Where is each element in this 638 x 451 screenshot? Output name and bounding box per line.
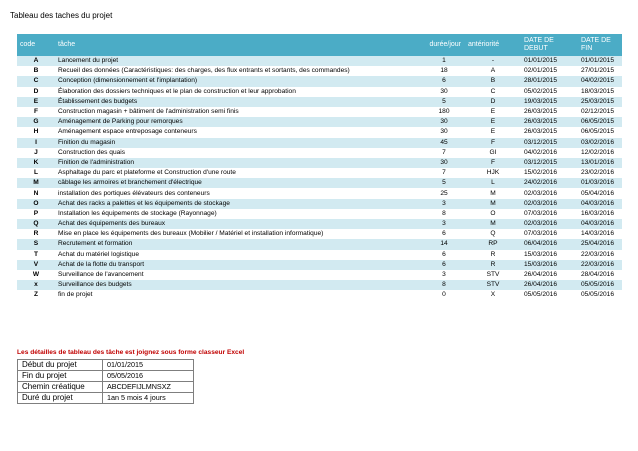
cell-duration: 3 (423, 270, 465, 280)
cell-date-fin: 05/04/2016 (578, 188, 622, 198)
table-row (17, 66, 622, 76)
cell-date-debut: 28/01/2015 (521, 76, 578, 86)
cell-anteriorite: M (465, 188, 521, 198)
cell-date-fin: 18/03/2015 (578, 87, 622, 97)
cell-anteriorite: RP (465, 239, 521, 249)
table-row (17, 229, 622, 239)
table-header-row (17, 34, 622, 56)
cell-duration: 18 (423, 66, 465, 76)
table-row (17, 117, 622, 127)
cell-duration: 7 (423, 148, 465, 158)
cell-date-fin: 25/03/2015 (578, 97, 622, 107)
header-anteriorite: antériorité (465, 34, 521, 56)
cell-duration: 30 (423, 87, 465, 97)
cell-task: Mise en place les équipements des bureaux (Mobilier / Matériel et installation informatique) (55, 229, 423, 239)
cell-task: Finition de l'administration (55, 158, 423, 168)
cell-code: E (17, 97, 55, 107)
summary-row (18, 371, 194, 382)
cell-task: Aménagement de Parking pour remorques (55, 117, 423, 127)
table-row (17, 76, 622, 86)
table-row (17, 148, 622, 158)
cell-duration: 45 (423, 138, 465, 148)
cell-anteriorite: B (465, 76, 521, 86)
cell-code: B (17, 66, 55, 76)
table-row (17, 127, 622, 137)
cell-code: N (17, 188, 55, 198)
cell-duration: 6 (423, 229, 465, 239)
cell-code: V (17, 260, 55, 270)
cell-date-fin: 22/03/2016 (578, 250, 622, 260)
cell-anteriorite: HJK (465, 168, 521, 178)
cell-code: T (17, 250, 55, 260)
cell-anteriorite: F (465, 158, 521, 168)
cell-task: Construction des quais (55, 148, 423, 158)
header-tache: tâche (55, 34, 423, 56)
cell-task: Surveillance des budgets (55, 280, 423, 290)
cell-code: J (17, 148, 55, 158)
cell-duration: 6 (423, 260, 465, 270)
summary-row (18, 382, 194, 393)
tasks-table-container (17, 34, 622, 301)
cell-duration: 180 (423, 107, 465, 117)
cell-date-fin: 06/05/2015 (578, 127, 622, 137)
cell-anteriorite: C (465, 87, 521, 97)
cell-duration: 7 (423, 168, 465, 178)
cell-date-fin: 03/02/2016 (578, 138, 622, 148)
cell-anteriorite: R (465, 250, 521, 260)
cell-date-debut: 07/03/2016 (521, 209, 578, 219)
cell-date-fin: 04/02/2015 (578, 76, 622, 86)
cell-date-fin: 12/02/2016 (578, 148, 622, 158)
cell-anteriorite: L (465, 178, 521, 188)
table-row (17, 87, 622, 97)
cell-date-debut: 02/01/2015 (521, 66, 578, 76)
cell-anteriorite: GI (465, 148, 521, 158)
table-row (17, 209, 622, 219)
cell-date-fin: 25/04/2016 (578, 239, 622, 249)
cell-anteriorite: M (465, 199, 521, 209)
cell-date-fin: 01/03/2016 (578, 178, 622, 188)
table-row (17, 107, 622, 117)
cell-anteriorite: STV (465, 280, 521, 290)
cell-date-fin: 23/02/2016 (578, 168, 622, 178)
cell-task: Recueil des données (Caractéristiques: des charges, des flux entrants et sortants, des commandes) (55, 66, 423, 76)
cell-date-debut: 26/04/2016 (521, 270, 578, 280)
cell-duration: 6 (423, 76, 465, 86)
cell-date-debut: 05/05/2016 (521, 290, 578, 300)
cell-task: Établissement des budgets (55, 97, 423, 107)
cell-date-debut: 01/01/2015 (521, 56, 578, 66)
cell-duration: 8 (423, 280, 465, 290)
header-duree: durée/jour (423, 34, 465, 56)
cell-date-debut: 02/03/2016 (521, 219, 578, 229)
cell-date-debut: 03/12/2015 (521, 158, 578, 168)
cell-task: Surveillance de l'avancement (55, 270, 423, 280)
cell-date-fin: 04/03/2016 (578, 219, 622, 229)
header-code: code (17, 34, 55, 56)
summary-table (17, 359, 194, 404)
cell-anteriorite: R (465, 260, 521, 270)
table-row (17, 270, 622, 280)
cell-date-debut: 03/12/2015 (521, 138, 578, 148)
cell-code: S (17, 239, 55, 249)
cell-code: R (17, 229, 55, 239)
cell-code: K (17, 158, 55, 168)
cell-code: Z (17, 290, 55, 300)
cell-duration: 25 (423, 188, 465, 198)
cell-task: Recrutement et formation (55, 239, 423, 249)
cell-anteriorite: D (465, 97, 521, 107)
cell-anteriorite: Q (465, 229, 521, 239)
table-row (17, 199, 622, 209)
cell-code: W (17, 270, 55, 280)
summary-value: 05/05/2016 (103, 371, 194, 382)
cell-task: Achat des équipements des bureaux (55, 219, 423, 229)
table-row (17, 56, 622, 66)
cell-date-debut: 02/03/2016 (521, 188, 578, 198)
cell-task: Lancement du projet (55, 56, 423, 66)
cell-anteriorite: O (465, 209, 521, 219)
cell-anteriorite: M (465, 219, 521, 229)
table-row (17, 219, 622, 229)
table-row (17, 188, 622, 198)
cell-date-debut: 26/04/2016 (521, 280, 578, 290)
cell-anteriorite: X (465, 290, 521, 300)
cell-code: D (17, 87, 55, 97)
cell-code: x (17, 280, 55, 290)
table-row (17, 138, 622, 148)
cell-task: câblage les armoires et branchement d'électrique (55, 178, 423, 188)
excel-note: Les détailles de tableau des tâche est joignez sous forme classeur Excel (17, 349, 245, 356)
cell-duration: 14 (423, 239, 465, 249)
summary-label: Chemin créatique (18, 382, 103, 393)
cell-duration: 6 (423, 250, 465, 260)
cell-anteriorite: F (465, 138, 521, 148)
cell-task: Conception (dimensionnement et l'implantation) (55, 76, 423, 86)
cell-date-fin: 13/01/2016 (578, 158, 622, 168)
table-row (17, 250, 622, 260)
cell-date-debut: 06/04/2016 (521, 239, 578, 249)
cell-task: Achat du matériel logistique (55, 250, 423, 260)
cell-code: Q (17, 219, 55, 229)
cell-date-fin: 16/03/2016 (578, 209, 622, 219)
cell-duration: 3 (423, 199, 465, 209)
cell-date-fin: 14/03/2016 (578, 229, 622, 239)
cell-date-debut: 05/02/2015 (521, 87, 578, 97)
summary-row (18, 360, 194, 371)
cell-code: G (17, 117, 55, 127)
cell-anteriorite: A (465, 66, 521, 76)
cell-code: F (17, 107, 55, 117)
summary-row (18, 393, 194, 404)
table-row (17, 239, 622, 249)
cell-date-fin: 22/03/2016 (578, 260, 622, 270)
cell-task: installation des portiques élévateurs des conteneurs (55, 188, 423, 198)
tasks-table (17, 34, 622, 301)
cell-duration: 30 (423, 127, 465, 137)
cell-duration: 30 (423, 158, 465, 168)
table-row (17, 280, 622, 290)
cell-date-fin: 04/03/2016 (578, 199, 622, 209)
cell-code: O (17, 199, 55, 209)
cell-date-fin: 05/05/2016 (578, 290, 622, 300)
summary-label: Duré du projet (18, 393, 103, 404)
table-row (17, 168, 622, 178)
cell-task: Asphaltage du parc et plateforme et Construction d'une route (55, 168, 423, 178)
cell-date-debut: 07/03/2016 (521, 229, 578, 239)
table-body (17, 56, 622, 301)
cell-task: Élaboration des dossiers techniques et le plan de construction et leur approbation (55, 87, 423, 97)
cell-duration: 5 (423, 178, 465, 188)
cell-duration: 8 (423, 209, 465, 219)
cell-task: Aménagement espace entreposage conteneurs (55, 127, 423, 137)
cell-anteriorite: E (465, 117, 521, 127)
cell-anteriorite: STV (465, 270, 521, 280)
cell-anteriorite: E (465, 107, 521, 117)
cell-task: fin de projet (55, 290, 423, 300)
cell-task: Construction magasin + bâtiment de l'administration semi finis (55, 107, 423, 117)
summary-label: Fin du projet (18, 371, 103, 382)
table-row (17, 290, 622, 300)
cell-date-fin: 27/01/2015 (578, 66, 622, 76)
table-row (17, 178, 622, 188)
cell-date-debut: 02/03/2016 (521, 199, 578, 209)
cell-task: Achat de la flotte du transport (55, 260, 423, 270)
cell-code: C (17, 76, 55, 86)
cell-anteriorite: E (465, 127, 521, 137)
cell-date-debut: 15/03/2016 (521, 260, 578, 270)
table-row (17, 97, 622, 107)
cell-code: I (17, 138, 55, 148)
cell-date-debut: 15/02/2016 (521, 168, 578, 178)
cell-task: Finition du magasin (55, 138, 423, 148)
cell-code: P (17, 209, 55, 219)
header-date-fin: DATE DE FIN (578, 34, 622, 56)
cell-code: M (17, 178, 55, 188)
summary-value: 01/01/2015 (103, 360, 194, 371)
cell-date-debut: 26/03/2015 (521, 127, 578, 137)
cell-date-debut: 15/03/2016 (521, 250, 578, 260)
summary-value: 1an 5 mois 4 jours (103, 393, 194, 404)
cell-date-debut: 19/03/2015 (521, 97, 578, 107)
cell-duration: 30 (423, 117, 465, 127)
summary-value: ABCDEFIJLMNSXZ (103, 382, 194, 393)
cell-duration: 5 (423, 97, 465, 107)
summary-label: Début du projet (18, 360, 103, 371)
cell-date-fin: 28/04/2016 (578, 270, 622, 280)
cell-duration: 3 (423, 219, 465, 229)
table-row (17, 158, 622, 168)
cell-duration: 1 (423, 56, 465, 66)
cell-date-fin: 06/05/2015 (578, 117, 622, 127)
page-title: Tableau des taches du projet (10, 11, 113, 20)
cell-duration: 0 (423, 290, 465, 300)
table-row (17, 260, 622, 270)
cell-anteriorite: - (465, 56, 521, 66)
cell-date-fin: 02/12/2015 (578, 107, 622, 117)
cell-date-debut: 24/02/2016 (521, 178, 578, 188)
cell-date-debut: 26/03/2015 (521, 107, 578, 117)
cell-task: Achat des racks a palettes et les équipements de stockage (55, 199, 423, 209)
cell-code: A (17, 56, 55, 66)
cell-date-fin: 05/05/2016 (578, 280, 622, 290)
cell-date-debut: 04/02/2016 (521, 148, 578, 158)
header-date-debut: DATE DE DEBUT (521, 34, 578, 56)
cell-date-debut: 26/03/2015 (521, 117, 578, 127)
cell-code: H (17, 127, 55, 137)
cell-code: L (17, 168, 55, 178)
cell-task: Installation les équipements de stockage (Rayonnage) (55, 209, 423, 219)
cell-date-fin: 01/01/2015 (578, 56, 622, 66)
